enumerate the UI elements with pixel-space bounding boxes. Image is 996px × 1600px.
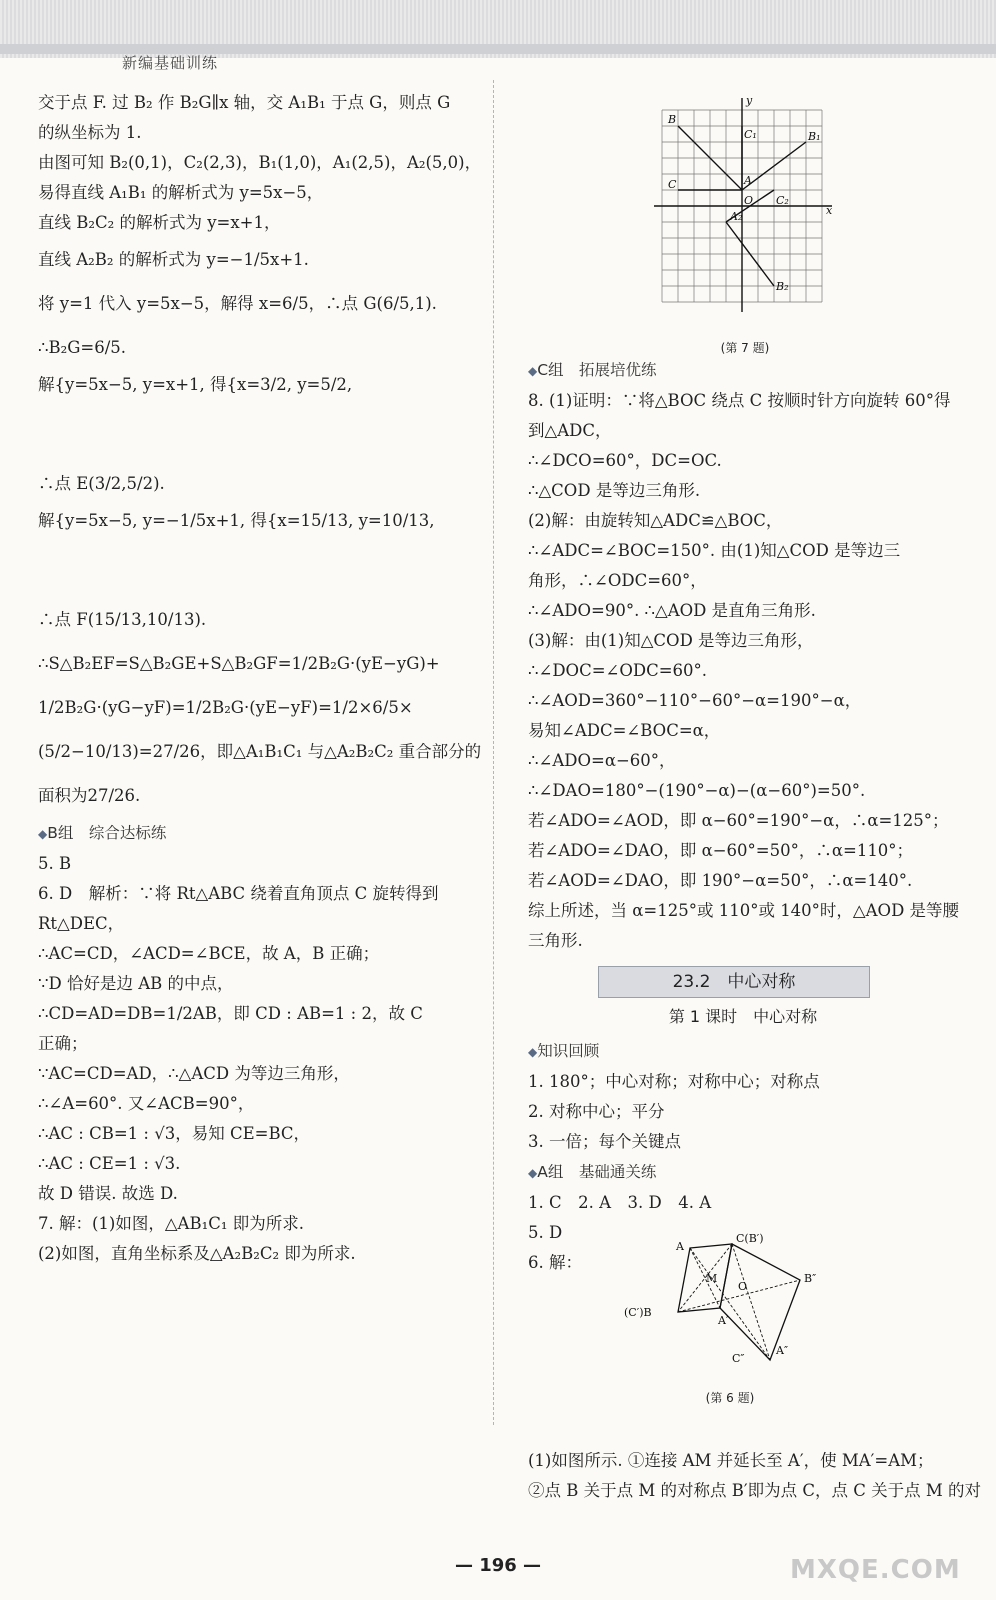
fig6-label: O: [738, 1280, 748, 1293]
text-line: 8. (1)证明：∵将△BOC 绕点 C 按顺时针方向旋转 60°得: [528, 391, 951, 410]
text-line: 直线 A₂B₂ 的解析式为 y=−1/5x+1.: [38, 250, 309, 269]
text-line: 1/2B₂G·(yG−yF)=1/2B₂G·(yE−yF)=1/2×6/5×: [38, 698, 413, 717]
text-line: ∴∠DCO=60°，DC=OC.: [528, 451, 722, 470]
fig7-label: C: [668, 178, 677, 191]
text-line: ∴∠DAO=180°−(190°−α)−(α−60°)=50°.: [528, 781, 866, 800]
text-line: ∴S△B₂EF=S△B₂GE+S△B₂GF=1/2B₂G·(yE−yG)+: [38, 654, 440, 673]
figure-7: [650, 90, 840, 355]
fig6-label: A: [676, 1240, 684, 1253]
equation-system: 解{y=5x−5, y=−1/5x+1, 得{x=15/13, y=10/13,: [38, 511, 435, 530]
fig6-label: C″: [732, 1352, 745, 1365]
header-title: 新编基础训练: [122, 54, 219, 72]
figure-6-caption: (第 6 题): [705, 1391, 755, 1405]
text-line: (3)解：由(1)知△COD 是等边三角形，: [528, 631, 814, 650]
text-line: ∴∠ADO=α−60°，: [528, 751, 676, 770]
fig7-label: C₁: [744, 128, 757, 141]
text-line: ∴∠DOC=∠ODC=60°.: [528, 661, 708, 680]
text-line: ∴AC : CE=1 : √3.: [38, 1154, 181, 1173]
text-line: ∴B₂G=6/5.: [38, 338, 127, 357]
text-line: 易知∠ADC=∠BOC=α，: [528, 721, 721, 740]
section-heading-b: ◆ B组 综合达标练: [38, 818, 478, 849]
text-line: (1)如图所示. ①连接 AM 并延长至 A′，使 MA′=AM；: [528, 1451, 934, 1470]
section-heading-a: ◆ A组 基础通关练: [528, 1157, 958, 1188]
section-heading-c: ◆ C组 拓展培优练: [528, 355, 958, 386]
text-line: 7. 解：(1)如图，△AB₁C₁ 即为所求.: [38, 1214, 304, 1233]
fig7-label: y: [746, 94, 753, 107]
column-divider: [493, 80, 494, 1425]
text-line: 1. C 2. A 3. D 4. A: [528, 1193, 712, 1212]
text-line: ∴AC=CD，∠ACD=∠BCE，故 A，B 正确；: [38, 944, 380, 963]
fig6-label: B″: [804, 1272, 817, 1285]
text-line: 1. 180°；中心对称；对称中心；对称点: [528, 1072, 820, 1091]
page-number: — 196 —: [454, 1555, 542, 1576]
chapter-banner: 23.2 中心对称: [598, 966, 870, 998]
text-line: ∵AC=CD=AD，∴△ACD 为等边三角形，: [38, 1064, 350, 1083]
text-line: 交于点 F. 过 B₂ 作 B₂G∥x 轴，交 A₁B₁ 于点 G，则点 G: [38, 93, 451, 112]
watermark: MXQE.COM: [790, 1555, 961, 1585]
text-line: 到△ADC，: [528, 421, 612, 440]
section-heading-review: ◆ 知识回顾: [528, 1036, 958, 1067]
figure-7-grid: [650, 90, 840, 335]
fig6-label: A′: [718, 1314, 729, 1327]
fig7-label: x: [826, 204, 833, 217]
left-column: [38, 88, 482, 1269]
text-line: ∴∠ADO=90°. ∴△AOD 是直角三角形.: [528, 601, 816, 620]
text-line: 的纵坐标为 1.: [38, 123, 142, 142]
lesson-title: 第 1 课时 中心对称: [668, 1007, 818, 1026]
text-line: 若∠ADO=∠AOD，即 α−60°=190°−α，∴α=125°；: [528, 811, 949, 830]
text-line: 正确；: [38, 1034, 88, 1053]
text-line: (2)解：由旋转知△ADC≌△BOC，: [528, 511, 783, 530]
text-line: 5. B: [38, 854, 72, 873]
fig6-label: M: [706, 1272, 718, 1285]
text-line: ∴点 F(15/13,10/13).: [38, 610, 207, 629]
text-line: ∴∠ADC=∠BOC=150°. 由(1)知△COD 是等边三: [528, 541, 901, 560]
text-line: ∵D 恰好是边 AB 的中点，: [38, 974, 234, 993]
fig7-label: O: [744, 194, 754, 207]
text-line: 3. 一倍；每个关键点: [528, 1132, 681, 1151]
text-line: ∴CD=AD=DB=1/2AB，即 CD : AB=1 : 2，故 C: [38, 1004, 423, 1023]
text-line: 角形，∴∠ODC=60°，: [528, 571, 707, 590]
text-line: 6. D 解析：∵将 Rt△ABC 绕着直角顶点 C 旋转得到: [38, 884, 439, 903]
text-line: ∴∠A=60°. 又∠ACB=90°，: [38, 1094, 255, 1113]
fig7-label: B₂: [776, 280, 789, 293]
text-line: 6. 解：: [528, 1253, 582, 1272]
text-line: ∴点 E(3/2,5/2).: [38, 474, 165, 493]
text-line: 将 y=1 代入 y=5x−5，解得 x=6/5，∴点 G(6/5,1).: [38, 294, 437, 313]
text-line: 直线 B₂C₂ 的解析式为 y=x+1，: [38, 213, 281, 232]
page-header: [0, 0, 996, 58]
text-line: (5/2−10/13)=27/26，即△A₁B₁C₁ 与△A₂B₂C₂ 重合部分的: [38, 742, 482, 761]
fig7-label: B₁: [808, 130, 821, 143]
text-line: (2)如图，直角坐标系及△A₂B₂C₂ 即为所求.: [38, 1244, 356, 1263]
text-line: 三角形.: [528, 931, 583, 950]
text-line: ②点 B 关于点 M 的对称点 B′即为点 C，点 C 关于点 M 的对: [528, 1481, 981, 1500]
figure-7-caption: (第 7 题): [720, 341, 770, 355]
text-line: 面积为27/26.: [38, 786, 141, 805]
text-line: 综上所述，当 α=125°或 110°或 140°时，△AOD 是等腰: [528, 901, 960, 920]
fig7-label: A: [744, 174, 752, 187]
text-line: 故 D 错误. 故选 D.: [38, 1184, 178, 1203]
text-line: 5. D: [528, 1223, 563, 1242]
text-line: ∴AC : CB=1 : √3，易知 CE=BC，: [38, 1124, 311, 1143]
fig7-label: C₂: [776, 194, 789, 207]
fig7-label: A₂: [730, 210, 743, 223]
figure-6: [620, 1230, 840, 1410]
text-line: 若∠ADO=∠DAO，即 α−60°=50°，∴α=110°；: [528, 841, 914, 860]
equation-system: 解{y=5x−5, y=x+1, 得{x=3/2, y=5/2,: [38, 375, 353, 394]
text-line: 易得直线 A₁B₁ 的解析式为 y=5x−5，: [38, 183, 324, 202]
text-line: ∴△COD 是等边三角形.: [528, 481, 701, 500]
fig6-label: (C′)B: [624, 1306, 652, 1319]
text-line: 2. 对称中心；平分: [528, 1102, 665, 1121]
text-line: 若∠AOD=∠DAO，即 190°−α=50°，∴α=140°.: [528, 871, 913, 890]
text-line: Rt△DEC，: [38, 914, 125, 933]
text-line: 由图可知 B₂(0,1)，C₂(2,3)，B₁(1,0)，A₁(2,5)，A₂(5,0)，: [38, 153, 482, 172]
text-line: ∴∠AOD=360°−110°−60°−α=190°−α，: [528, 691, 862, 710]
figure-6-diagram: [620, 1230, 840, 1385]
fig6-label: C(B′): [736, 1232, 764, 1245]
fig7-label: B: [668, 113, 677, 126]
fig6-label: A″: [776, 1344, 789, 1357]
